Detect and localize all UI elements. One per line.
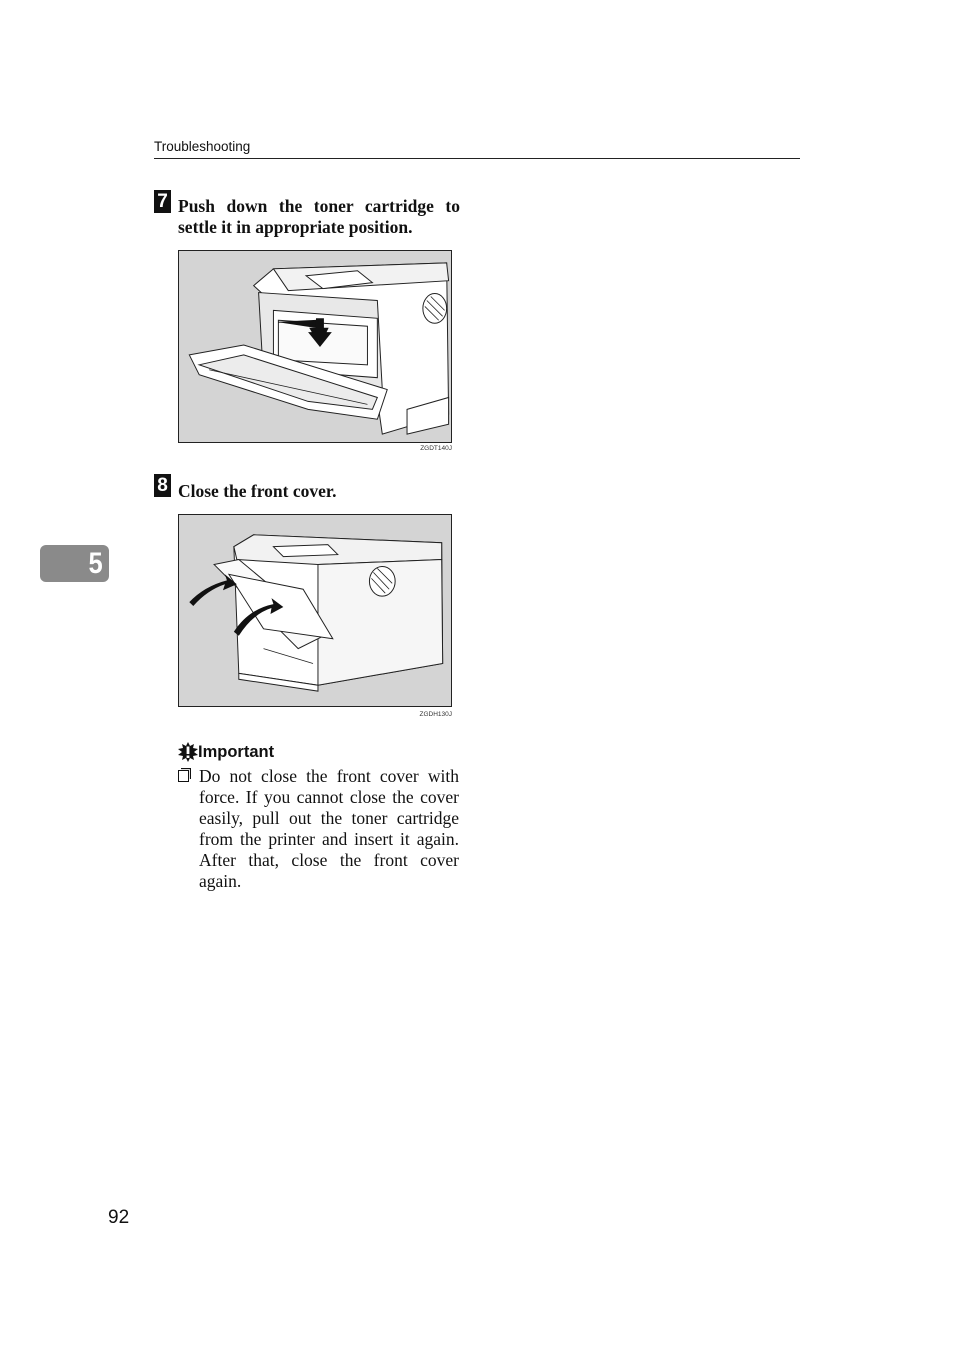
step-8-text: Close the front cover. — [178, 481, 337, 501]
step-8-number: 8 — [154, 474, 171, 497]
header-rule — [154, 158, 800, 159]
figure-close-front-cover — [178, 514, 452, 707]
figure-code-1: ZGDT140J — [420, 445, 452, 452]
page-number: 92 — [108, 1207, 130, 1228]
chapter-tab — [40, 545, 109, 582]
step-7-number: 7 — [154, 190, 171, 213]
chapter-number: 5 — [88, 547, 103, 580]
figure-code-2: ZGDH130J — [419, 711, 452, 718]
printer-illustration-open — [179, 251, 451, 442]
checkbox-bullet-icon — [178, 768, 191, 782]
important-icon — [178, 742, 198, 762]
important-label: Important — [198, 743, 275, 761]
printer-illustration-closing — [179, 515, 451, 706]
step-7-text: Push down the toner cartridge to settle it in appropriate position. — [178, 196, 460, 237]
important-note-text: Do not close the front cover with force. If you cannot close the cover easily, pull out the toner cartridge from the printer and insert it again. After that, close the front cover again. — [199, 766, 459, 891]
figure-push-toner-cartridge — [178, 250, 452, 443]
running-header: Troubleshooting — [154, 139, 251, 154]
